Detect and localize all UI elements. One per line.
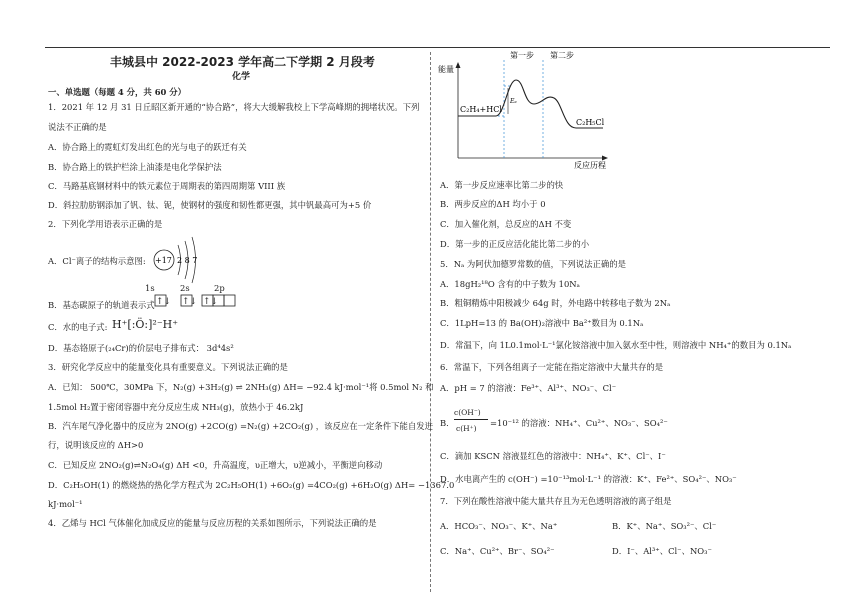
q4-option-a: A．第一步反应速率比第二步的快 bbox=[440, 180, 564, 190]
q5-option-c: C．1LpH=13 的 Ba(OH)₂溶液中 Ba²⁺数目为 0.1Nₐ bbox=[440, 318, 644, 328]
q1-stem-line2: 说法不正确的是 bbox=[48, 122, 107, 132]
section-heading: 一、单选题（每题 4 分，共 60 分） bbox=[48, 87, 187, 97]
q1-option-d: D．斜拉肋肪钢添加了钒、钛、铌，使钢材的强度和韧性都更强，其中钒最高可为+5 价 bbox=[48, 200, 372, 210]
q5-stem: 5．Nₐ 为阿伏加德罗常数的值，下列说法正确的是 bbox=[440, 259, 627, 269]
exam-title: 丰城县中 2022-2023 学年高二下学期 2 月段考 bbox=[110, 55, 375, 69]
q2-option-a: A．Cl⁻离子的结构示意图: bbox=[48, 256, 146, 266]
q6-option-b-prefix: B． bbox=[440, 418, 455, 428]
x-axis-label: 反应历程 bbox=[574, 161, 606, 170]
q1-option-b: B．协合路上的铁护栏涂上油漆是电化学保护法 bbox=[48, 162, 222, 172]
svg-text:↑↓: ↑↓ bbox=[156, 297, 172, 307]
q3-option-a-line1: A．已知： 500℃，30MPa 下，N₂(g) +3H₂(g) ⇌ 2NH₃(g) ΔH= −92.4 kJ·mol⁻¹将 0.5mol N₂ 和 bbox=[48, 382, 434, 392]
reactant-label: C₂H₄+HCl bbox=[460, 105, 502, 114]
q6-fraction-bar bbox=[454, 419, 488, 420]
q7-option-a: A．HCO₃⁻、NO₃⁻、K⁺、Na⁺ bbox=[440, 521, 558, 531]
atom-shell-electrons: 2 8 7 bbox=[177, 256, 198, 265]
q7-option-b: B．K⁺、Na⁺、SO₃²⁻、Cl⁻ bbox=[612, 521, 717, 531]
q4-option-b: B．两步反应的ΔH 均小于 0 bbox=[440, 199, 546, 209]
q6-fraction-denominator: c(H⁺) bbox=[456, 424, 477, 433]
q6-fraction-numerator: c(OH⁻) bbox=[454, 408, 481, 417]
q4-option-d: D．第一步的正反应活化能比第二步的小 bbox=[440, 239, 590, 249]
q4-stem: 4．乙烯与 HCl 气体催化加成反应的能量与反应历程的关系如图所示，下列说法正确的是 bbox=[48, 518, 377, 528]
q3-option-d-line2: kJ·mol⁻¹ bbox=[48, 499, 83, 509]
q4-option-c: C．加入催化剂，总反应的ΔH 不变 bbox=[440, 219, 572, 229]
q3-option-a-line2: 1.5mol H₂置于密闭容器中充分反应生成 NH₃(g)，放热小于 46.2kJ bbox=[48, 402, 304, 412]
q2-option-b: B．基态碳原子的轨道表示式 bbox=[48, 300, 155, 310]
y-axis-label: 能量 bbox=[438, 65, 454, 74]
q7-option-c: C．Na⁺、Cu²⁺、Br⁻、SO₄²⁻ bbox=[440, 546, 555, 556]
column-divider bbox=[430, 52, 431, 592]
orbital-2s-label: 2s bbox=[180, 283, 190, 293]
q3-stem: 3．研究化学反应中的能量变化具有重要意义。下列说法正确的是 bbox=[48, 362, 288, 372]
orbital-2p-label: 2p bbox=[214, 283, 225, 293]
product-label: C₂H₅Cl bbox=[576, 118, 605, 127]
orbital-1s-label: 1s bbox=[145, 283, 155, 293]
q3-option-b-line2: 行，说明该反应的 ΔH>0 bbox=[48, 440, 144, 450]
q6-option-b-rest: =10⁻¹² 的溶液：NH₄⁺、Cu²⁺、NO₃⁻、SO₄²⁻ bbox=[490, 418, 668, 428]
q7-stem: 7．下列在酸性溶液中能大量共存且为无色透明溶液的离子组是 bbox=[440, 496, 672, 506]
svg-text:↑↓: ↑↓ bbox=[203, 297, 219, 307]
orbital-diagram bbox=[150, 294, 240, 308]
q5-option-b: B．粗铜精炼中阳极减少 64g 时，外电路中转移电子数为 2Nₐ bbox=[440, 298, 671, 308]
water-electron-formula: H⁺[:Ö:]²⁻H⁺ bbox=[112, 318, 179, 331]
q6-stem: 6．常温下，下列各组离子一定能在指定溶液中大量共存的是 bbox=[440, 362, 664, 372]
q7-option-d: D．I⁻、Al³⁺、Cl⁻、NO₃⁻ bbox=[612, 546, 712, 556]
step1-label: 第一步 bbox=[510, 51, 534, 60]
q6-option-d: D．水电离产生的 c(OH⁻) =10⁻¹³mol·L⁻¹ 的溶液：K⁺、Fe²⁺、SO₄²⁻、NO₃⁻ bbox=[440, 474, 737, 484]
activation-energy-label: Eₐ bbox=[510, 98, 517, 105]
q1-option-c: C．马路基底钢材料中的铁元素位于周期表的第四周期第 VIII 族 bbox=[48, 181, 286, 191]
q3-option-d-line1: D．C₂H₅OH(1) 的燃烧热的热化学方程式为 2C₂H₅OH(1) +6O₂(g) =4CO₂(g) +6H₂O(g) ΔH= −1367.0 bbox=[48, 480, 455, 490]
q6-option-c: C．滴加 KSCN 溶液显红色的溶液中：NH₄⁺、K⁺、Cl⁻、I⁻ bbox=[440, 451, 666, 461]
q2-stem: 2．下列化学用语表示正确的是 bbox=[48, 219, 163, 229]
q1-option-a: A．协合路上的霓虹灯发出红色的光与电子的跃迁有关 bbox=[48, 142, 247, 152]
chloride-ion-diagram bbox=[150, 233, 210, 287]
q5-option-a: A．18gH₂¹⁸O 含有的中子数为 10Nₐ bbox=[440, 279, 580, 289]
q3-option-c: C．已知反应 2NO₂(g)⇌N₂O₄(g) ΔH <0，升高温度，υ正增大，υ逆减小，平衡逆向移动 bbox=[48, 460, 383, 470]
q2-option-d: D．基态铬原子(₂₄Cr)的价层电子排布式： 3d⁴4s² bbox=[48, 343, 234, 353]
atom-nucleus-label: +17 bbox=[155, 256, 172, 265]
q1-stem-line1: 1．2021 年 12 月 31 日丘昭区新开通的“协合路”，将大大缓解我校上下学高峰期的拥堵状况。下列 bbox=[48, 102, 420, 112]
step2-label: 第二步 bbox=[550, 51, 574, 60]
q6-option-a: A．pH = 7 的溶液：Fe³⁺、Al³⁺、NO₃⁻、Cl⁻ bbox=[440, 383, 617, 393]
svg-text:↑↓: ↑↓ bbox=[182, 297, 198, 307]
q2-option-c: C．水的电子式: bbox=[48, 322, 108, 332]
q5-option-d: D．常温下，向 1L0.1mol·L⁻¹氯化铵溶液中加入氨水至中性，则溶液中 NH₄⁺的数目为 0.1Nₐ bbox=[440, 340, 792, 350]
q3-option-b-line1: B．汽车尾气净化器中的反应为 2NO(g) +2CO(g) =N₂(g) +2CO₂(g) ，该反应在一定条件下能自发进 bbox=[48, 421, 433, 431]
subject-heading: 化学 bbox=[232, 72, 251, 82]
energy-profile-diagram bbox=[438, 46, 618, 170]
